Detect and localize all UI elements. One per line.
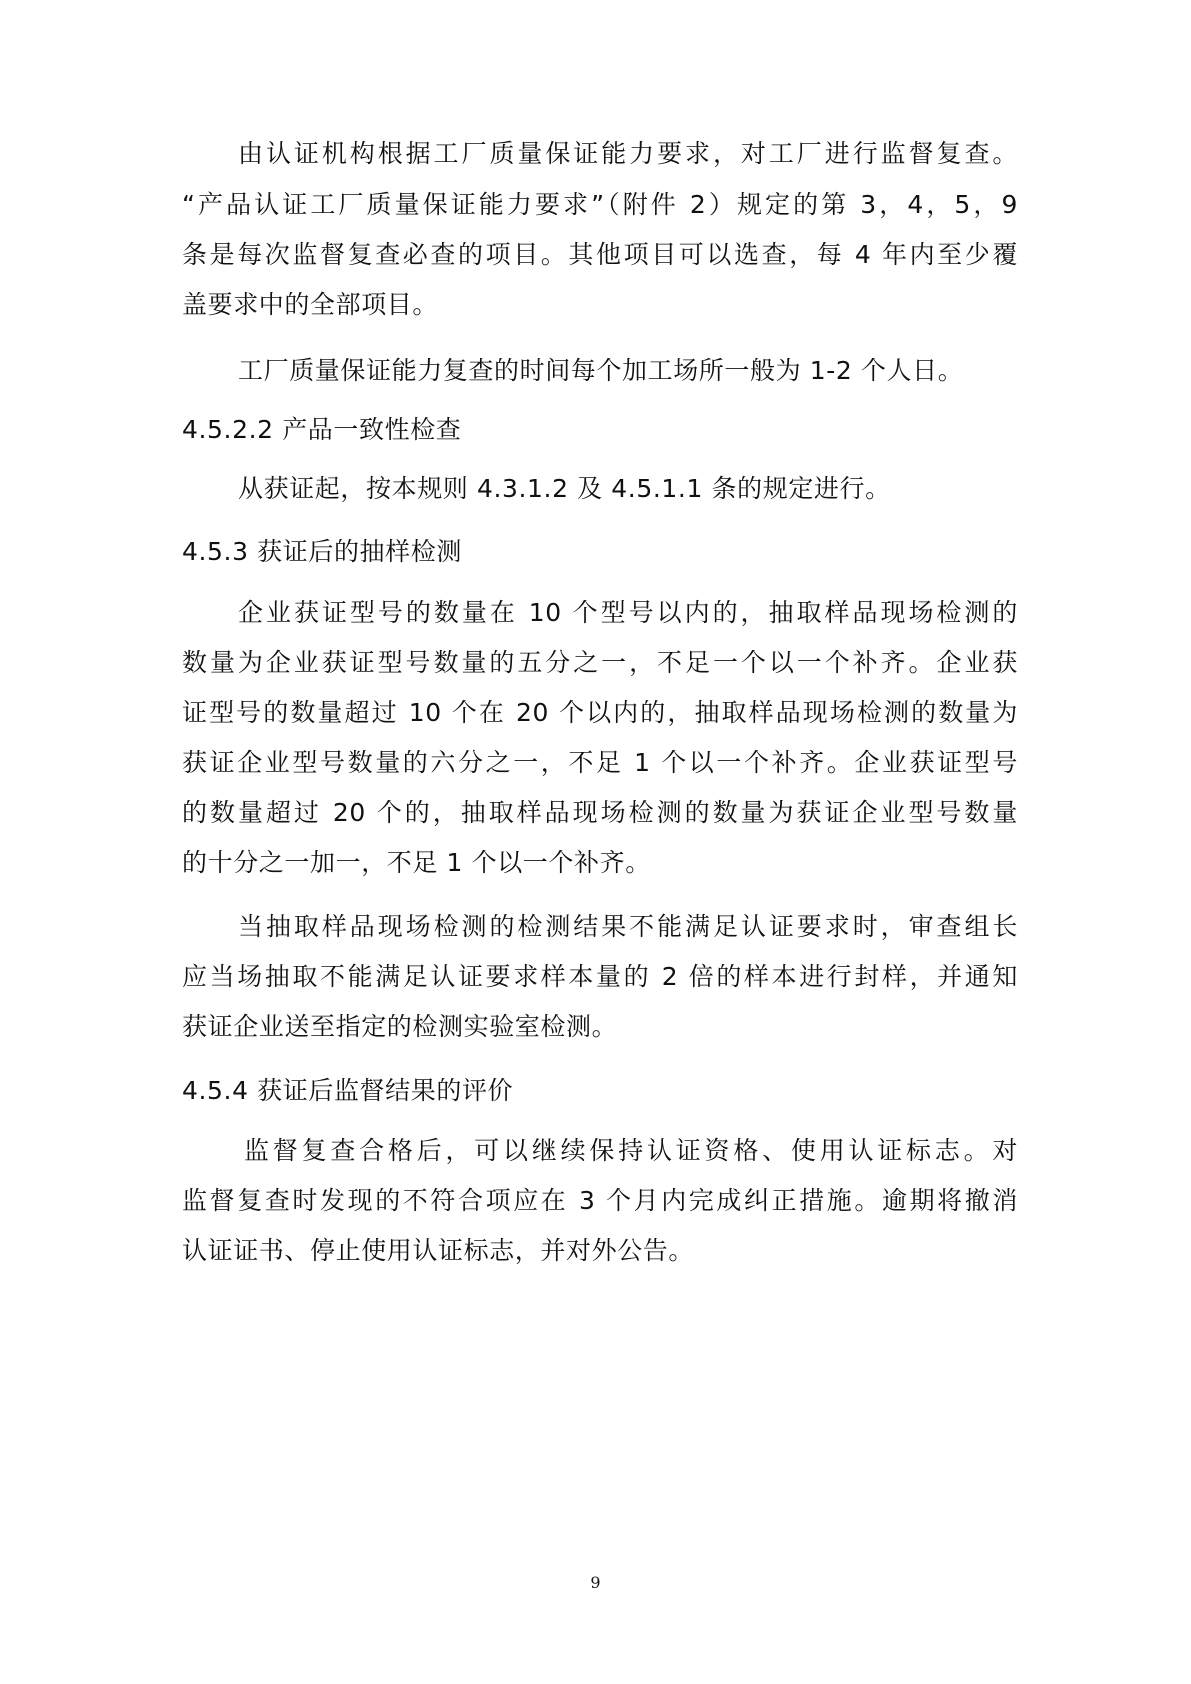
- paragraph-line: 认证证书、停止使用认证标志，并对外公告。: [182, 1236, 695, 1265]
- paragraph-line: “产品认证工厂质量保证能力要求”（附件 2）规定的第 3，4，5，9: [182, 190, 1018, 219]
- paragraph-line: 条是每次监督复查必查的项目。其他项目可以选查，每 4 年内至少覆: [182, 240, 1018, 269]
- paragraph-line: 从获证起，按本规则 4.3.1.2 及 4.5.1.1 条的规定进行。: [238, 474, 891, 503]
- section-heading: 4.5.3 获证后的抽样检测: [182, 537, 462, 566]
- page-number: 9: [590, 1573, 601, 1592]
- paragraph-line: 获证企业型号数量的六分之一，不足 1 个以一个补齐。企业获证型号: [182, 748, 1018, 777]
- section-heading: 4.5.2.2 产品一致性检查: [182, 415, 462, 444]
- paragraph-line: 的十分之一加一，不足 1 个以一个补齐。: [182, 848, 651, 877]
- paragraph-line: 当抽取样品现场检测的检测结果不能满足认证要求时，审查组长: [238, 912, 1018, 941]
- paragraph-line: 的数量超过 20 个的，抽取样品现场检测的数量为获证企业型号数量: [182, 798, 1018, 827]
- paragraph-line: 应当场抽取不能满足认证要求样本量的 2 倍的样本进行封样，并通知: [182, 962, 1018, 991]
- paragraph-line: 证型号的数量超过 10 个在 20 个以内的，抽取样品现场检测的数量为: [182, 698, 1018, 727]
- paragraph-line: 工厂质量保证能力复查的时间每个加工场所一般为 1-2 个人日。: [238, 356, 964, 385]
- paragraph-line: 企业获证型号的数量在 10 个型号以内的，抽取样品现场检测的: [238, 598, 1018, 627]
- paragraph-line: 获证企业送至指定的检测实验室检测。: [182, 1012, 618, 1041]
- paragraph-line: 监督复查合格后，可以继续保持认证资格、使用认证标志。对: [244, 1136, 1018, 1165]
- paragraph-line: 由认证机构根据工厂质量保证能力要求，对工厂进行监督复查。: [238, 139, 1018, 168]
- section-heading: 4.5.4 获证后监督结果的评价: [182, 1076, 514, 1105]
- paragraph-line: 盖要求中的全部项目。: [182, 290, 439, 319]
- paragraph-line: 监督复查时发现的不符合项应在 3 个月内完成纠正措施。逾期将撤消: [182, 1186, 1018, 1215]
- paragraph-line: 数量为企业获证型号数量的五分之一，不足一个以一个补齐。企业获: [182, 648, 1018, 677]
